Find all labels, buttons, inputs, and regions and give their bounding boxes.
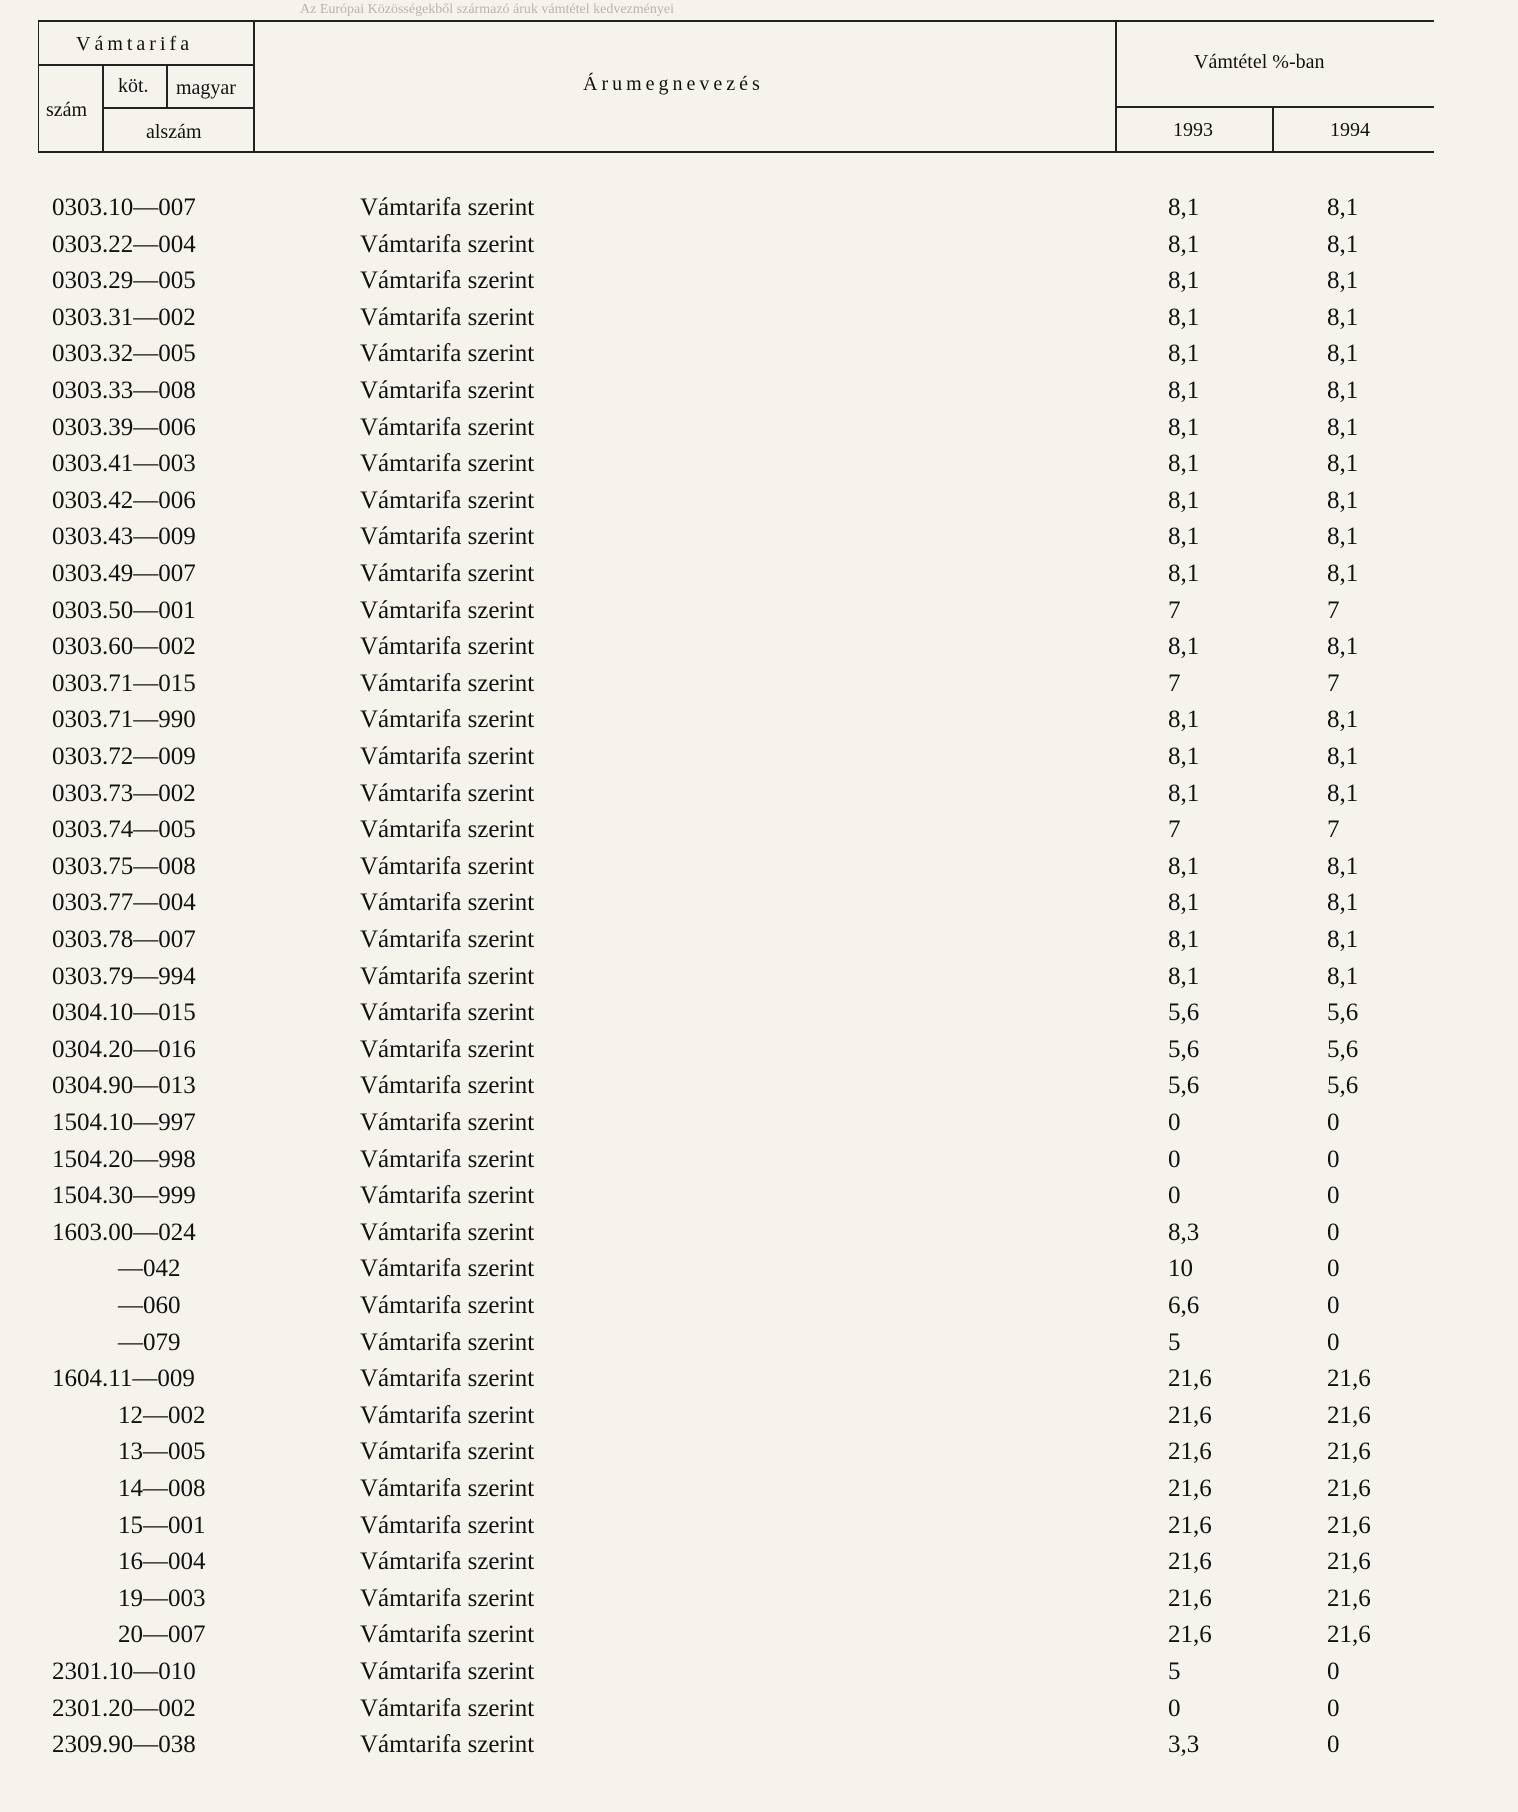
- product-description: Vámtarifa szerint: [360, 596, 535, 624]
- table-row: [0, 1654, 1518, 1690]
- tariff-code: 0303.79—994: [52, 962, 196, 990]
- product-description: Vámtarifa szerint: [360, 1438, 535, 1466]
- tariff-code: 0303.29—005: [52, 267, 196, 295]
- rate-1994: 21,6: [1327, 1475, 1371, 1502]
- table-row: [0, 1068, 1518, 1104]
- header-kot: köt.: [118, 75, 149, 97]
- rate-1993: 8,1: [1168, 230, 1200, 258]
- tariff-code: 0304.90—013: [52, 1072, 196, 1100]
- rate-1993: 21,6: [1168, 1475, 1212, 1502]
- table-row: [0, 190, 1518, 226]
- rate-1994: 0: [1327, 1255, 1340, 1283]
- tariff-code: 0303.33—008: [52, 377, 196, 404]
- rate-1993: 8,1: [1168, 194, 1200, 221]
- table-row: [0, 1398, 1518, 1434]
- table-row: [0, 1251, 1518, 1287]
- rate-1993: 5: [1168, 1658, 1181, 1685]
- rate-1993: 7: [1168, 596, 1181, 624]
- table-row: [0, 1544, 1518, 1580]
- product-description: Vámtarifa szerint: [360, 889, 535, 917]
- table-row: [0, 1215, 1518, 1251]
- rate-1993: 3,3: [1168, 1731, 1200, 1759]
- rate-1993: 8,1: [1168, 926, 1200, 953]
- rate-1993: 8,3: [1168, 1218, 1200, 1246]
- rate-1994: 8,1: [1327, 962, 1359, 990]
- table-row: [0, 1617, 1518, 1653]
- table-row: [0, 1178, 1518, 1214]
- product-description: Vámtarifa szerint: [360, 1182, 535, 1210]
- rate-1993: 0: [1168, 1145, 1181, 1173]
- rate-1994: 0: [1327, 1182, 1340, 1210]
- tariff-code: 1504.10—997: [52, 1109, 196, 1136]
- tariff-code: —042: [118, 1255, 181, 1283]
- rate-1994: 21,6: [1327, 1438, 1371, 1466]
- table-row: [0, 739, 1518, 775]
- product-description: Vámtarifa szerint: [360, 303, 535, 331]
- rate-1994: 5,6: [1327, 999, 1359, 1027]
- rate-1994: 8,1: [1327, 450, 1359, 478]
- table-row: [0, 593, 1518, 629]
- rate-1993: 8,1: [1168, 889, 1200, 917]
- table-row: [0, 666, 1518, 702]
- rate-1994: 21,6: [1327, 1584, 1371, 1612]
- table-row: [0, 446, 1518, 482]
- rate-1993: 6,6: [1168, 1292, 1200, 1319]
- rate-1994: 8,1: [1327, 340, 1359, 368]
- header-vamtarifa: Vámtarifa: [76, 33, 194, 55]
- rate-1993: 8,1: [1168, 450, 1200, 478]
- tariff-code: 0303.32—005: [52, 340, 196, 368]
- table-row: [0, 849, 1518, 885]
- table-row: [0, 373, 1518, 409]
- rate-1993: 21,6: [1168, 1511, 1212, 1539]
- rate-1993: 8,1: [1168, 779, 1200, 807]
- tariff-code: 0303.60—002: [52, 633, 196, 661]
- table-row: [0, 263, 1518, 299]
- tariff-code: 0303.31—002: [52, 303, 196, 331]
- rate-1993: 7: [1168, 816, 1181, 844]
- product-description: Vámtarifa szerint: [360, 1694, 535, 1722]
- product-description: Vámtarifa szerint: [360, 1035, 535, 1063]
- rate-1993: 8,1: [1168, 560, 1200, 587]
- product-description: Vámtarifa szerint: [360, 194, 535, 221]
- rate-1994: 0: [1327, 1292, 1340, 1319]
- rate-1994: 21,6: [1327, 1401, 1371, 1429]
- header-year-1993: 1993: [1173, 119, 1213, 141]
- tariff-code: 0303.22—004: [52, 230, 196, 258]
- rate-1994: 7: [1327, 816, 1340, 844]
- tariff-code: 0303.50—001: [52, 596, 196, 624]
- rate-1993: 21,6: [1168, 1401, 1212, 1429]
- product-description: Vámtarifa szerint: [360, 450, 535, 478]
- table-row: [0, 1434, 1518, 1470]
- tariff-code: 2309.90—038: [52, 1731, 196, 1759]
- table-row: [0, 922, 1518, 958]
- rate-1994: 0: [1327, 1694, 1340, 1722]
- rate-1994: 5,6: [1327, 1072, 1359, 1100]
- tariff-code: 0303.74—005: [52, 816, 196, 844]
- product-description: Vámtarifa szerint: [360, 1292, 535, 1319]
- product-description: Vámtarifa szerint: [360, 230, 535, 258]
- rate-1993: 8,1: [1168, 486, 1200, 514]
- product-description: Vámtarifa szerint: [360, 852, 535, 880]
- tariff-code: 0304.10—015: [52, 999, 196, 1027]
- tariff-code: 16—004: [118, 1548, 206, 1576]
- table-row: [0, 336, 1518, 372]
- product-description: Vámtarifa szerint: [360, 1255, 535, 1283]
- rate-1993: 8,1: [1168, 706, 1200, 734]
- rate-1993: 5,6: [1168, 999, 1200, 1027]
- tariff-code: 1603.00—024: [52, 1218, 196, 1246]
- table-row: [0, 1032, 1518, 1068]
- table-row: [0, 556, 1518, 592]
- product-description: Vámtarifa szerint: [360, 1621, 535, 1649]
- table-row: [0, 519, 1518, 555]
- rate-1994: 8,1: [1327, 413, 1359, 441]
- product-description: Vámtarifa szerint: [360, 1548, 535, 1576]
- table-row: [0, 300, 1518, 336]
- table-row: [0, 1105, 1518, 1141]
- tariff-code: 0304.20—016: [52, 1035, 196, 1063]
- tariff-code: 0303.39—006: [52, 413, 196, 441]
- rate-1994: 8,1: [1327, 706, 1359, 734]
- product-description: Vámtarifa szerint: [360, 1218, 535, 1246]
- rate-1994: 0: [1327, 1145, 1340, 1173]
- rate-1993: 7: [1168, 669, 1181, 697]
- rate-1993: 8,1: [1168, 413, 1200, 441]
- product-description: Vámtarifa szerint: [360, 523, 535, 551]
- tariff-code: 14—008: [118, 1475, 206, 1502]
- rate-1993: 8,1: [1168, 633, 1200, 661]
- product-description: Vámtarifa szerint: [360, 1145, 535, 1173]
- product-description: Vámtarifa szerint: [360, 926, 535, 953]
- rate-1994: 8,1: [1327, 377, 1359, 404]
- tariff-code: 0303.49—007: [52, 560, 196, 587]
- table-row: [0, 1691, 1518, 1727]
- table-row: [0, 227, 1518, 263]
- rate-1993: 5,6: [1168, 1035, 1200, 1063]
- product-description: Vámtarifa szerint: [360, 1475, 535, 1502]
- rate-1993: 8,1: [1168, 303, 1200, 331]
- rate-1994: 21,6: [1327, 1621, 1371, 1649]
- header-vamtetel: Vámtétel %-ban: [1194, 51, 1325, 73]
- rate-1994: 0: [1327, 1731, 1340, 1759]
- tariff-code: 1504.30—999: [52, 1182, 196, 1210]
- rate-1994: 8,1: [1327, 633, 1359, 661]
- rate-1994: 8,1: [1327, 486, 1359, 514]
- product-description: Vámtarifa szerint: [360, 962, 535, 990]
- rate-1993: 8,1: [1168, 523, 1200, 551]
- tariff-code: 0303.78—007: [52, 926, 196, 953]
- table-row: [0, 1727, 1518, 1763]
- rate-1993: 21,6: [1168, 1548, 1212, 1576]
- product-description: Vámtarifa szerint: [360, 706, 535, 734]
- tariff-code: 12—002: [118, 1401, 206, 1429]
- rate-1994: 8,1: [1327, 267, 1359, 295]
- product-description: Vámtarifa szerint: [360, 1328, 535, 1356]
- product-description: Vámtarifa szerint: [360, 1731, 535, 1759]
- tariff-code: 0303.73—002: [52, 779, 196, 807]
- header-year-1994: 1994: [1330, 119, 1370, 141]
- table-row: [0, 1142, 1518, 1178]
- table-row: [0, 885, 1518, 921]
- product-description: Vámtarifa szerint: [360, 267, 535, 295]
- tariff-code: 13—005: [118, 1438, 206, 1466]
- product-description: Vámtarifa szerint: [360, 999, 535, 1027]
- tariff-code: 19—003: [118, 1584, 206, 1612]
- product-description: Vámtarifa szerint: [360, 486, 535, 514]
- tariff-code: 0303.43—009: [52, 523, 196, 551]
- product-description: Vámtarifa szerint: [360, 1584, 535, 1612]
- rate-1994: 8,1: [1327, 194, 1359, 221]
- rate-1993: 10: [1168, 1255, 1193, 1283]
- rate-1994: 8,1: [1327, 926, 1359, 953]
- table-row: [0, 702, 1518, 738]
- tariff-code: 0303.10—007: [52, 194, 196, 221]
- product-description: Vámtarifa szerint: [360, 1401, 535, 1429]
- tariff-code: 0303.75—008: [52, 852, 196, 880]
- rate-1993: 8,1: [1168, 962, 1200, 990]
- table-header: [38, 20, 1434, 153]
- rate-1993: 21,6: [1168, 1584, 1212, 1612]
- table-row: [0, 1361, 1518, 1397]
- table-row: [0, 812, 1518, 848]
- rate-1993: 21,6: [1168, 1365, 1212, 1393]
- tariff-code: 0303.41—003: [52, 450, 196, 478]
- product-description: Vámtarifa szerint: [360, 340, 535, 368]
- rate-1993: 0: [1168, 1694, 1181, 1722]
- product-description: Vámtarifa szerint: [360, 377, 535, 404]
- rate-1994: 21,6: [1327, 1511, 1371, 1539]
- tariff-code: 15—001: [118, 1511, 206, 1539]
- rate-1994: 8,1: [1327, 743, 1359, 770]
- table-row: [0, 410, 1518, 446]
- rate-1994: 8,1: [1327, 523, 1359, 551]
- rate-1993: 0: [1168, 1109, 1181, 1136]
- table-row: [0, 1288, 1518, 1324]
- tariff-code: 0303.72—009: [52, 743, 196, 770]
- rate-1994: 7: [1327, 596, 1340, 624]
- rate-1994: 0: [1327, 1218, 1340, 1246]
- tariff-code: 20—007: [118, 1621, 206, 1649]
- rate-1993: 0: [1168, 1182, 1181, 1210]
- tariff-code: 2301.20—002: [52, 1694, 196, 1722]
- rate-1993: 5: [1168, 1328, 1181, 1356]
- product-description: Vámtarifa szerint: [360, 413, 535, 441]
- rate-1994: 5,6: [1327, 1035, 1359, 1063]
- rate-1994: 8,1: [1327, 889, 1359, 917]
- table-row: [0, 1471, 1518, 1507]
- tariff-code: 2301.10—010: [52, 1658, 196, 1685]
- rate-1993: 21,6: [1168, 1438, 1212, 1466]
- tariff-code: 0303.71—015: [52, 669, 196, 697]
- tariff-code: 1604.11—009: [52, 1365, 195, 1393]
- rate-1994: 8,1: [1327, 303, 1359, 331]
- rate-1994: 0: [1327, 1109, 1340, 1136]
- rate-1993: 8,1: [1168, 377, 1200, 404]
- product-description: Vámtarifa szerint: [360, 1072, 535, 1100]
- product-description: Vámtarifa szerint: [360, 1511, 535, 1539]
- product-description: Vámtarifa szerint: [360, 1658, 535, 1685]
- rate-1994: 21,6: [1327, 1548, 1371, 1576]
- product-description: Vámtarifa szerint: [360, 1365, 535, 1393]
- rate-1994: 8,1: [1327, 852, 1359, 880]
- table-row: [0, 483, 1518, 519]
- table-row: [0, 995, 1518, 1031]
- rate-1994: 7: [1327, 669, 1340, 697]
- rate-1994: 8,1: [1327, 560, 1359, 587]
- table-row: [0, 959, 1518, 995]
- table-row: [0, 1508, 1518, 1544]
- tariff-code: 0303.42—006: [52, 486, 196, 514]
- product-description: Vámtarifa szerint: [360, 779, 535, 807]
- rate-1994: 8,1: [1327, 779, 1359, 807]
- rate-1993: 8,1: [1168, 340, 1200, 368]
- header-arumegnevezes: Árumegnevezés: [583, 73, 764, 95]
- header-magyar: magyar: [176, 77, 236, 99]
- tariff-code: 0303.77—004: [52, 889, 196, 917]
- table-row: [0, 629, 1518, 665]
- header-alszam: alszám: [146, 121, 202, 143]
- product-description: Vámtarifa szerint: [360, 743, 535, 770]
- rate-1993: 21,6: [1168, 1621, 1212, 1649]
- rate-1993: 5,6: [1168, 1072, 1200, 1100]
- rate-1994: 8,1: [1327, 230, 1359, 258]
- rate-1994: 0: [1327, 1328, 1340, 1356]
- table-row: [0, 1581, 1518, 1617]
- tariff-code: 0303.71—990: [52, 706, 196, 734]
- tariff-code: —079: [118, 1328, 181, 1356]
- bleed-through-text: Az Európai Közösségekből származó áruk vámtétel kedvezményei: [300, 2, 674, 17]
- product-description: Vámtarifa szerint: [360, 1109, 535, 1136]
- product-description: Vámtarifa szerint: [360, 560, 535, 587]
- rate-1993: 8,1: [1168, 267, 1200, 295]
- table-row: [0, 1325, 1518, 1361]
- product-description: Vámtarifa szerint: [360, 816, 535, 844]
- rate-1994: 21,6: [1327, 1365, 1371, 1393]
- header-szam: szám: [46, 99, 88, 121]
- rate-1993: 8,1: [1168, 852, 1200, 880]
- product-description: Vámtarifa szerint: [360, 633, 535, 661]
- product-description: Vámtarifa szerint: [360, 669, 535, 697]
- rate-1993: 8,1: [1168, 743, 1200, 770]
- rate-1994: 0: [1327, 1658, 1340, 1685]
- tariff-code: —060: [118, 1292, 181, 1319]
- table-row: [0, 776, 1518, 812]
- tariff-code: 1504.20—998: [52, 1145, 196, 1173]
